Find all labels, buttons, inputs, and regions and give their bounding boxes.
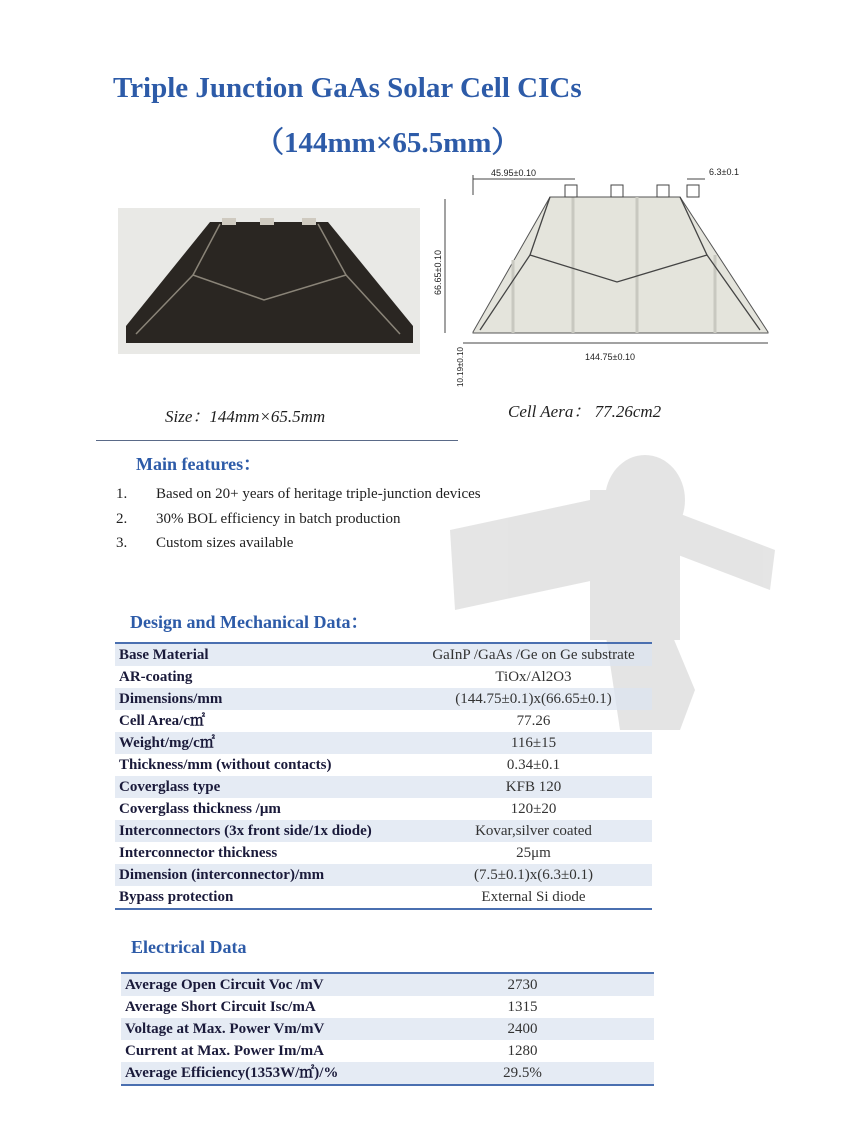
feature-text: Based on 20+ years of heritage triple-junction devices bbox=[156, 486, 481, 502]
feature-item bbox=[116, 511, 401, 528]
feature-number: 1. bbox=[116, 486, 128, 502]
row-value: 116±15 bbox=[415, 732, 652, 754]
row-value: 2400 bbox=[391, 1018, 654, 1040]
row-value: 120±20 bbox=[510, 800, 557, 817]
dim-height-label: 66.65±0.10 bbox=[433, 250, 443, 295]
row-label: Interconnectors (3x front side/1x diode) bbox=[115, 820, 415, 842]
row-value: GaInP /GaAs /Ge on Ge substrate bbox=[415, 643, 652, 666]
table-row bbox=[121, 973, 654, 996]
feature-item bbox=[116, 535, 293, 552]
row-value: (7.5±0.1)x(6.3±0.1) bbox=[415, 864, 652, 886]
table-row bbox=[115, 732, 652, 754]
row-label: Bypass protection bbox=[115, 886, 415, 909]
row-value: 1280 bbox=[507, 1042, 538, 1059]
row-value: 2730 bbox=[391, 973, 654, 996]
table-row bbox=[115, 643, 652, 666]
table-row bbox=[115, 710, 652, 732]
features-heading: Main features： bbox=[136, 454, 262, 474]
row-value: 1315 bbox=[507, 998, 538, 1015]
technical-drawing bbox=[425, 165, 780, 390]
design-heading: Design and Mechanical Data： bbox=[130, 612, 369, 632]
row-label: Average Open Circuit Voc /mV bbox=[121, 973, 391, 996]
table-row bbox=[115, 798, 652, 820]
feature-text: Custom sizes available bbox=[156, 535, 294, 551]
row-label: Coverglass thickness /μm bbox=[119, 800, 281, 817]
page-title: Triple Junction GaAs Solar Cell CICs bbox=[113, 72, 582, 104]
electrical-heading: Electrical Data bbox=[131, 937, 247, 957]
row-value: (144.75±0.1)x(66.65±0.1) bbox=[415, 688, 652, 710]
table-row bbox=[121, 1040, 654, 1062]
table-row bbox=[121, 1062, 654, 1085]
row-label: Average Short Circuit Isc/mA bbox=[125, 998, 316, 1015]
table-row bbox=[115, 886, 652, 909]
dim-top-label: 45.95±0.10 bbox=[491, 168, 536, 178]
row-value: 0.34±0.1 bbox=[506, 756, 561, 773]
row-label: Average Efficiency(1353W/㎡)/% bbox=[121, 1062, 391, 1085]
row-label: Dimension (interconnector)/mm bbox=[115, 864, 415, 886]
row-value: 77.26 bbox=[516, 712, 551, 729]
row-label: Base Material bbox=[115, 643, 415, 666]
row-value: TiOx/Al2O3 bbox=[495, 668, 572, 685]
table-row bbox=[115, 842, 652, 864]
table-row bbox=[115, 776, 652, 798]
size-caption: Size：144mm×65.5mm bbox=[165, 407, 326, 426]
row-value: KFB 120 bbox=[415, 776, 652, 798]
feature-text: 30% BOL efficiency in batch production bbox=[156, 511, 401, 527]
table-row bbox=[115, 864, 652, 886]
solar-cell-photo bbox=[118, 208, 420, 354]
table-row bbox=[115, 666, 652, 688]
row-value: 25μm bbox=[516, 844, 551, 861]
row-label: Weight/mg/c㎡ bbox=[115, 732, 415, 754]
table-row bbox=[121, 996, 654, 1018]
row-label: Coverglass type bbox=[115, 776, 415, 798]
row-label: Voltage at Max. Power Vm/mV bbox=[121, 1018, 391, 1040]
row-label: Interconnector thickness bbox=[119, 844, 278, 861]
area-caption: Cell Aera： 77.26cm2 bbox=[508, 402, 662, 421]
feature-item bbox=[116, 486, 481, 503]
row-value: External Si diode bbox=[415, 886, 652, 909]
feature-number: 2. bbox=[116, 511, 128, 527]
row-label: AR-coating bbox=[119, 668, 193, 685]
page-subtitle: （144mm×65.5mm） bbox=[255, 127, 521, 159]
row-value: 29.5% bbox=[391, 1062, 654, 1085]
table-row bbox=[115, 820, 652, 842]
dim-edge-label: 10.19±0.10 bbox=[456, 347, 465, 387]
dim-bottom-label: 144.75±0.10 bbox=[585, 352, 635, 362]
feature-number: 3. bbox=[116, 535, 128, 551]
section-divider bbox=[96, 440, 458, 441]
row-label: Dimensions/mm bbox=[115, 688, 415, 710]
electrical-table bbox=[121, 972, 654, 1086]
table-row bbox=[121, 1018, 654, 1040]
row-label: Thickness/mm (without contacts) bbox=[119, 756, 332, 773]
row-value: Kovar,silver coated bbox=[415, 820, 652, 842]
design-table bbox=[115, 642, 652, 910]
row-label: Cell Area/c㎡ bbox=[119, 712, 205, 729]
dim-interconnect-label: 6.3±0.1 bbox=[709, 167, 739, 177]
table-row bbox=[115, 754, 652, 776]
row-label: Current at Max. Power Im/mA bbox=[125, 1042, 324, 1059]
table-row bbox=[115, 688, 652, 710]
